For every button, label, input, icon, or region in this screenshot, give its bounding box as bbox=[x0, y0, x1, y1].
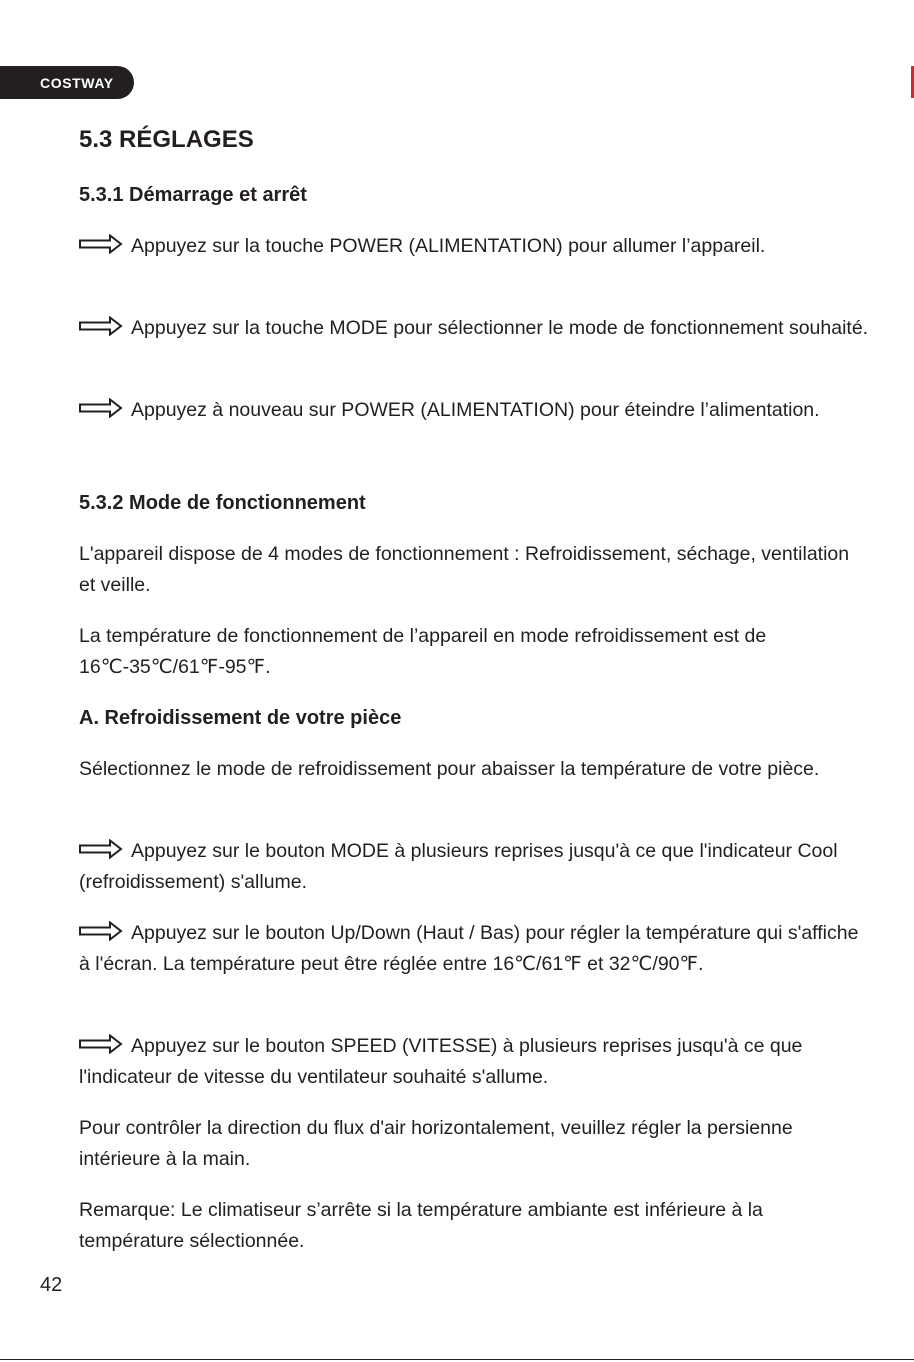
arrow-right-icon bbox=[79, 316, 123, 336]
bullet-text: Appuyez sur le bouton MODE à plusieurs reprises jusqu'à ce que l'indicateur Cool (refroidissement) s'allume. bbox=[79, 840, 838, 893]
bullet-item bbox=[79, 918, 869, 980]
brand-tab bbox=[0, 66, 134, 99]
bullet-text: Appuyez sur le bouton SPEED (VITESSE) à plusieurs reprises jusqu'à ce que l'indicateur de vitesse du ventilateur souhaité s'allume. bbox=[79, 1035, 803, 1088]
arrow-right-icon bbox=[79, 234, 123, 254]
arrow-right-icon bbox=[79, 398, 123, 418]
bullet-item bbox=[79, 836, 869, 898]
subheading-start-stop: 5.3.1 Démarrage et arrêt bbox=[79, 184, 307, 206]
remark-paragraph: Remarque: Le climatiseur s’arrête si la température ambiante est inférieure à la température sélectionnée. bbox=[79, 1199, 763, 1252]
bullet-item bbox=[79, 231, 869, 262]
paragraph: L'appareil dispose de 4 modes de fonctionnement : Refroidissement, séchage, ventilation et veille. bbox=[79, 543, 850, 596]
subheading-operating-mode: 5.3.2 Mode de fonctionnement bbox=[79, 492, 366, 514]
paragraph: La température de fonctionnement de l’appareil en mode refroidissement est de 16℃-35℃/61℉-95℉. bbox=[79, 625, 767, 678]
paragraph: Sélectionnez le mode de refroidissement pour abaisser la température de votre pièce. bbox=[79, 758, 820, 780]
arrow-right-icon bbox=[79, 921, 123, 941]
bullet-item bbox=[79, 395, 869, 426]
bullet-text: Appuyez sur le bouton Up/Down (Haut / Bas) pour régler la température qui s'affiche à l'écran. La température peut être réglée entre 16℃/61℉ et 32℃/90℉. bbox=[79, 922, 859, 975]
brand-logo: COSTWAY bbox=[40, 74, 114, 91]
arrow-right-icon bbox=[79, 839, 123, 859]
bullet-text: Appuyez sur la touche MODE pour sélectionner le mode de fonctionnement souhaité. bbox=[131, 317, 869, 339]
bullet-item bbox=[79, 313, 869, 344]
bullet-text: Appuyez sur la touche POWER (ALIMENTATION) pour allumer l’appareil. bbox=[131, 235, 766, 257]
bullet-item bbox=[79, 1031, 869, 1093]
page-number: 42 bbox=[40, 1274, 63, 1296]
bottom-rule bbox=[0, 1359, 914, 1360]
arrow-right-icon bbox=[79, 1034, 123, 1054]
paragraph: Pour contrôler la direction du flux d'air horizontalement, veuillez régler la persienne intérieure à la main. bbox=[79, 1117, 793, 1170]
section-title: 5.3 RÉGLAGES bbox=[79, 126, 254, 153]
subheading-cooling: A. Refroidissement de votre pièce bbox=[79, 707, 402, 729]
bullet-text: Appuyez à nouveau sur POWER (ALIMENTATION) pour éteindre l’alimentation. bbox=[131, 399, 820, 421]
